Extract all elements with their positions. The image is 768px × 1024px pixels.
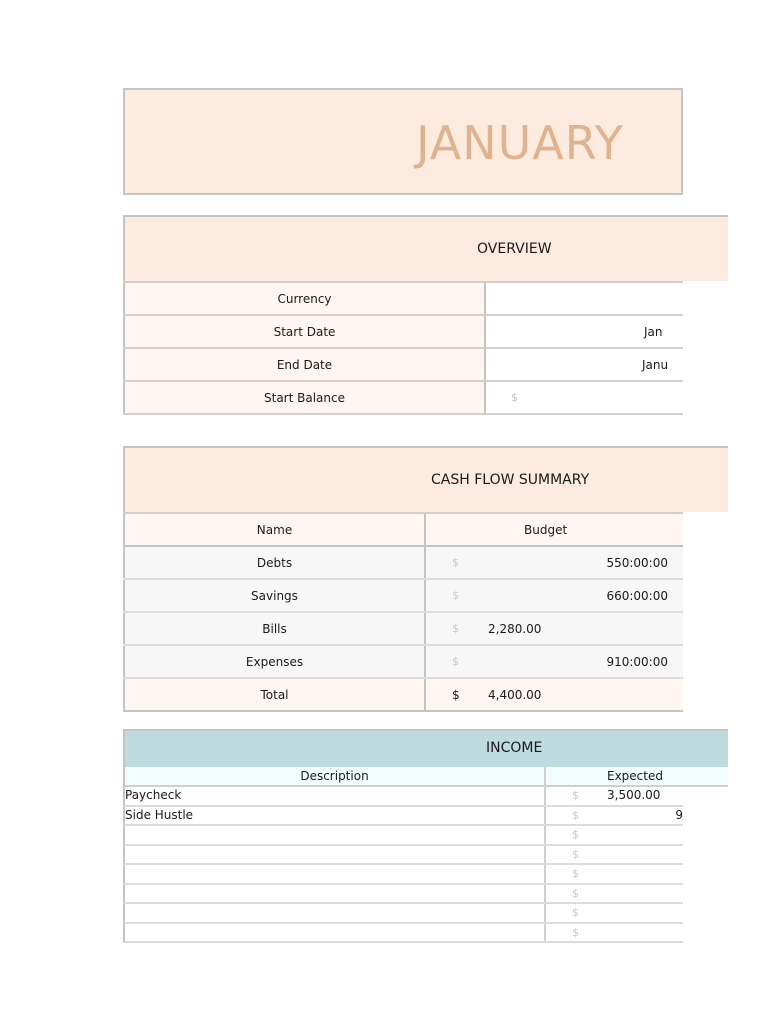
table-row [123, 865, 683, 885]
income-expected-cell[interactable] [546, 807, 683, 825]
income-expected-cell[interactable] [546, 865, 683, 883]
overview-title: OVERVIEW [477, 241, 552, 257]
income-amount: 9 [675, 807, 683, 822]
cash-flow-amount: 910:00:00 [606, 654, 668, 669]
overview-label: Start Date [123, 316, 486, 347]
table-row [123, 885, 683, 905]
month-title: JANUARY [416, 116, 624, 170]
cash-flow-name: Bills [123, 613, 426, 644]
currency-symbol: $ [452, 589, 459, 602]
income-description[interactable] [125, 826, 546, 844]
income-description[interactable] [125, 924, 546, 942]
table-row [123, 787, 683, 807]
overview-label: End Date [123, 349, 486, 380]
currency-symbol: $ [572, 789, 579, 802]
cash-flow-amount: 2,280.00 [488, 621, 542, 636]
currency-symbol: $ [452, 655, 459, 668]
overview-label: Start Balance [123, 382, 486, 413]
cash-flow-total-amount: 4,400.00 [488, 687, 542, 702]
currency-symbol: $ [511, 391, 518, 404]
column-header-description: Description [125, 767, 546, 785]
currency-symbol: $ [572, 906, 579, 919]
income-description[interactable] [125, 904, 546, 922]
table-row [123, 924, 683, 944]
currency-symbol: $ [572, 925, 579, 939]
cash-flow-total-label: Total [123, 679, 426, 710]
cash-flow-name: Debts [123, 547, 426, 578]
overview-label: Currency [123, 283, 486, 314]
income-description[interactable]: Side Hustle [125, 807, 546, 825]
cash-flow-title: CASH FLOW SUMMARY [431, 472, 590, 488]
cash-flow-amount: 660:00:00 [606, 588, 668, 603]
currency-symbol: $ [452, 622, 459, 635]
column-header-name: Name [123, 514, 426, 545]
overview-value: Janu [642, 357, 669, 372]
income-expected-cell[interactable] [546, 924, 683, 942]
income-description[interactable] [125, 865, 546, 883]
income-description[interactable]: Paycheck [125, 787, 546, 805]
income-expected-cell[interactable] [546, 904, 683, 922]
income-expected-cell[interactable] [546, 826, 683, 844]
currency-symbol: $ [572, 808, 579, 822]
income-expected-cell[interactable] [546, 885, 683, 903]
table-row [123, 826, 683, 846]
currency-symbol: $ [572, 847, 579, 861]
income-amount: 3,500.00 [607, 788, 661, 802]
income-title: INCOME [486, 740, 543, 756]
currency-symbol: $ [572, 886, 579, 900]
cash-flow-name: Savings [123, 580, 426, 611]
currency-symbol: $ [572, 867, 579, 880]
income-description[interactable] [125, 846, 546, 864]
table-row [123, 904, 683, 924]
overview-value: Jan [644, 324, 663, 339]
currency-symbol: $ [452, 556, 459, 569]
table-row [123, 846, 683, 866]
income-table [123, 787, 683, 943]
currency-symbol: $ [572, 828, 579, 841]
income-expected-cell[interactable] [546, 846, 683, 864]
income-description[interactable] [125, 885, 546, 903]
income-expected-cell[interactable] [546, 787, 683, 805]
cash-flow-amount: 550:00:00 [606, 555, 668, 570]
table-row [123, 807, 683, 827]
column-header-budget-label: Budget [524, 522, 568, 537]
column-header-expected: Expected [607, 769, 663, 783]
currency-symbol: $ [452, 687, 460, 702]
cash-flow-name: Expenses [123, 646, 426, 677]
